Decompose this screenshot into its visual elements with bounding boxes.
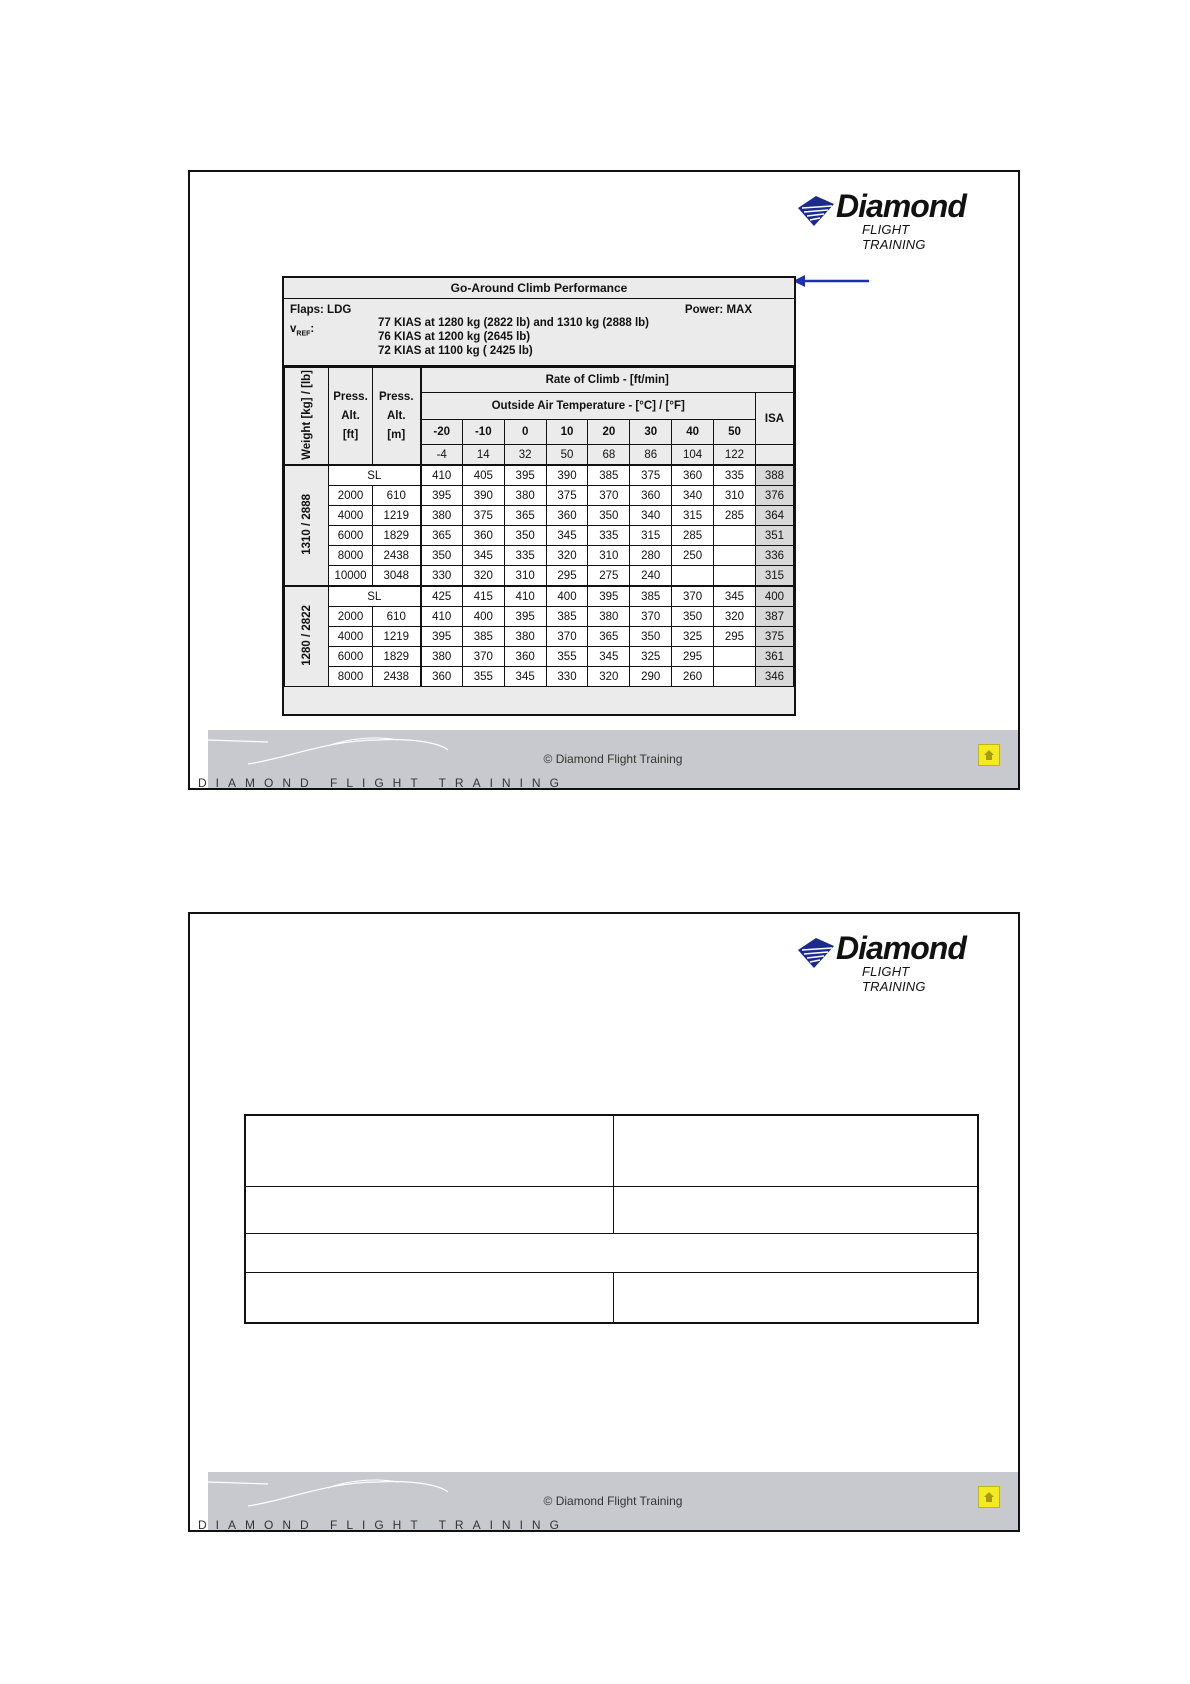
altitude-m-cell: 610	[373, 486, 421, 506]
table-row	[285, 607, 794, 627]
altitude-cell: SL	[329, 586, 421, 607]
altitude-m-cell: 2438	[373, 667, 421, 687]
vref-colon: :	[310, 323, 315, 335]
climb-rate-cell: 385	[462, 627, 504, 647]
climb-rate-cell: 355	[462, 667, 504, 687]
climb-rate-cell: 370	[672, 586, 714, 607]
table-row	[285, 465, 794, 486]
logo-subtitle: FLIGHT TRAINING	[862, 964, 926, 994]
diamond-logo-icon	[794, 194, 838, 228]
footer-brand: DIAMOND FLIGHT TRAINING	[198, 1518, 568, 1532]
climb-rate-cell: 360	[421, 667, 463, 687]
press-ft-l1: Press.	[333, 390, 368, 403]
altitude-ft-cell: 4000	[329, 627, 373, 647]
arrow-left-icon	[793, 274, 873, 288]
climb-rate-cell: 370	[630, 607, 672, 627]
climb-rate-cell: 400	[546, 586, 588, 607]
weight-header-cell	[285, 368, 329, 466]
logo-word: Diamond	[836, 188, 966, 224]
vref-line-1: 77 KIAS at 1280 kg (2822 lb) and 1310 kg (2888 lb)	[378, 317, 650, 329]
climb-rate-cell: 295	[546, 566, 588, 587]
climb-rate-cell: 345	[714, 586, 756, 607]
logo-word: Diamond	[836, 930, 966, 966]
climb-rate-cell: 370	[546, 627, 588, 647]
climb-rate-cell: 395	[421, 627, 463, 647]
climb-rate-cell: 380	[504, 486, 546, 506]
climb-rate-cell: 335	[714, 465, 756, 486]
climb-rate-cell: 295	[714, 627, 756, 647]
isa-header: ISA	[755, 393, 793, 445]
press-m-l3: [m]	[387, 428, 406, 441]
footer-brand: DIAMOND FLIGHT TRAINING	[198, 776, 568, 790]
na-cell	[714, 566, 756, 587]
temp-c-header: 40	[672, 420, 714, 445]
climb-rate-cell: 360	[630, 486, 672, 506]
climb-rate-cell: 385	[546, 607, 588, 627]
climb-rate-cell: 335	[504, 546, 546, 566]
climb-rate-cell: 280	[630, 546, 672, 566]
vref-v: v	[290, 323, 297, 335]
altitude-ft-cell: 8000	[329, 546, 373, 566]
altitude-cell: SL	[329, 465, 421, 486]
climb-rate-cell: 345	[546, 526, 588, 546]
na-cell	[714, 647, 756, 667]
climb-rate-cell: 310	[588, 546, 630, 566]
climb-rate-cell: 320	[546, 546, 588, 566]
isa-cell: 400	[755, 586, 793, 607]
home-button[interactable]	[978, 744, 1000, 766]
altitude-m-cell: 1829	[373, 526, 421, 546]
climb-rate-cell: 285	[672, 526, 714, 546]
grid-line	[246, 1233, 977, 1234]
home-icon	[983, 1491, 995, 1503]
climb-rate-cell: 415	[462, 586, 504, 607]
na-cell	[714, 546, 756, 566]
weight-header: Weight [kg] / [lb]	[300, 369, 313, 460]
climb-rate-cell: 350	[421, 546, 463, 566]
climb-rate-cell: 320	[462, 566, 504, 587]
table-info	[284, 299, 794, 367]
climb-rate-cell: 275	[588, 566, 630, 587]
press-ft-l2: Alt.	[341, 409, 360, 422]
climb-rate-cell: 315	[672, 506, 714, 526]
climb-rate-cell: 410	[421, 607, 463, 627]
climb-rate-cell: 390	[462, 486, 504, 506]
grid-line	[246, 1186, 977, 1187]
isa-cell: 346	[755, 667, 793, 687]
vref-line-2: 76 KIAS at 1200 kg (2645 lb)	[378, 331, 531, 343]
climb-rate-cell: 260	[672, 667, 714, 687]
climb-rate-cell: 340	[672, 486, 714, 506]
climb-rate-cell: 285	[714, 506, 756, 526]
climb-rate-cell: 340	[630, 506, 672, 526]
climb-rate-cell: 345	[588, 647, 630, 667]
isa-cell: 376	[755, 486, 793, 506]
climb-rate-cell: 410	[504, 586, 546, 607]
climb-rate-cell: 350	[588, 506, 630, 526]
na-cell	[672, 566, 714, 587]
table-row	[285, 526, 794, 546]
home-icon	[983, 749, 995, 761]
flaps-setting: Flaps: LDG	[290, 304, 352, 316]
table-row	[285, 546, 794, 566]
grid-line	[613, 1272, 614, 1322]
press-m-l2: Alt.	[386, 409, 406, 422]
table-row	[285, 566, 794, 587]
press-alt-m-header	[373, 368, 421, 466]
weight-group-cell	[285, 465, 329, 586]
temp-f-header: 122	[714, 445, 756, 466]
isa-cell: 361	[755, 647, 793, 667]
oat-header: Outside Air Temperature - [°C] / [°F]	[421, 393, 756, 420]
climb-rate-cell: 365	[588, 627, 630, 647]
temp-c-header: 10	[546, 420, 588, 445]
slide-1	[188, 170, 1020, 790]
grid-line	[246, 1272, 977, 1273]
altitude-m-cell: 1829	[373, 647, 421, 667]
isa-cell: 351	[755, 526, 793, 546]
climb-rate-cell: 355	[546, 647, 588, 667]
climb-rate-cell: 375	[462, 506, 504, 526]
isa-f-cell	[755, 445, 793, 466]
press-alt-ft-header	[329, 368, 373, 466]
climb-rate-cell: 345	[462, 546, 504, 566]
climb-rate-cell: 350	[672, 607, 714, 627]
climb-rate-cell: 395	[588, 586, 630, 607]
table-row	[285, 586, 794, 607]
isa-cell: 315	[755, 566, 793, 587]
copyright: © Diamond Flight Training	[543, 752, 683, 766]
altitude-ft-cell: 6000	[329, 526, 373, 546]
weight-group-label: 1310 / 2888	[300, 493, 313, 555]
climb-rate-cell: 335	[588, 526, 630, 546]
climb-rate-cell: 410	[421, 465, 463, 486]
climb-rate-cell: 330	[421, 566, 463, 587]
go-around-climb-performance-table	[282, 276, 796, 716]
temp-f-header: 14	[462, 445, 504, 466]
climb-rate-cell: 350	[504, 526, 546, 546]
temp-c-header: 30	[630, 420, 672, 445]
vref-line-3: 72 KIAS at 1100 kg ( 2425 lb)	[378, 345, 533, 357]
altitude-m-cell: 610	[373, 607, 421, 627]
altitude-m-cell: 2438	[373, 546, 421, 566]
isa-cell: 387	[755, 607, 793, 627]
climb-rate-cell: 385	[588, 465, 630, 486]
temp-f-header: 86	[630, 445, 672, 466]
temp-f-header: 68	[588, 445, 630, 466]
altitude-ft-cell: 4000	[329, 506, 373, 526]
climb-rate-cell: 395	[421, 486, 463, 506]
na-cell	[714, 667, 756, 687]
climb-rate-cell: 310	[714, 486, 756, 506]
climb-rate-cell: 370	[462, 647, 504, 667]
table-title: Go-Around Climb Performance	[284, 278, 794, 299]
vref-sub: REF	[296, 330, 311, 338]
climb-rate-cell: 315	[630, 526, 672, 546]
climb-rate-cell: 320	[588, 667, 630, 687]
climb-rate-cell: 295	[672, 647, 714, 667]
diamond-logo	[794, 188, 974, 252]
temp-c-header: 0	[504, 420, 546, 445]
press-ft-l3: [ft]	[342, 428, 359, 441]
climb-rate-cell: 370	[588, 486, 630, 506]
isa-cell: 375	[755, 627, 793, 647]
temp-c-header: 20	[588, 420, 630, 445]
climb-rate-cell: 360	[462, 526, 504, 546]
temp-c-header: -10	[462, 420, 504, 445]
climb-rate-cell: 290	[630, 667, 672, 687]
altitude-ft-cell: 8000	[329, 667, 373, 687]
climb-rate-cell: 360	[504, 647, 546, 667]
climb-rate-cell: 360	[546, 506, 588, 526]
climb-rate-cell: 365	[421, 526, 463, 546]
climb-rate-cell: 425	[421, 586, 463, 607]
climb-rate-cell: 325	[672, 627, 714, 647]
climb-rate-cell: 345	[504, 667, 546, 687]
diamond-logo-icon	[794, 936, 838, 970]
vref-label	[290, 323, 314, 337]
climb-rate-cell: 330	[546, 667, 588, 687]
altitude-m-cell: 1219	[373, 627, 421, 647]
table-row	[285, 667, 794, 687]
weight-group-cell	[285, 586, 329, 687]
table-row	[285, 506, 794, 526]
isa-cell: 388	[755, 465, 793, 486]
power-setting: Power: MAX	[684, 304, 752, 316]
climb-rate-cell: 405	[462, 465, 504, 486]
slide-2	[188, 912, 1020, 1532]
climb-rate-cell: 375	[630, 465, 672, 486]
climb-rate-cell: 385	[630, 586, 672, 607]
climb-rate-cell: 325	[630, 647, 672, 667]
altitude-m-cell: 3048	[373, 566, 421, 587]
table-row	[285, 647, 794, 667]
climb-rate-cell: 395	[504, 607, 546, 627]
diamond-logo	[794, 930, 974, 994]
altitude-ft-cell: 6000	[329, 647, 373, 667]
climb-rate-cell: 375	[546, 486, 588, 506]
climb-rate-cell: 320	[714, 607, 756, 627]
empty-answer-grid	[244, 1114, 979, 1324]
temp-f-header: 104	[672, 445, 714, 466]
temp-c-header: -20	[421, 420, 463, 445]
rate-of-climb-header: Rate of Climb - [ft/min]	[421, 368, 794, 393]
altitude-m-cell: 1219	[373, 506, 421, 526]
home-button[interactable]	[978, 1486, 1000, 1508]
press-m-l1: Press.	[378, 390, 414, 403]
copyright: © Diamond Flight Training	[543, 1494, 683, 1508]
climb-rate-cell: 395	[504, 465, 546, 486]
weight-group-label: 1280 / 2822	[300, 604, 313, 666]
table-row	[285, 486, 794, 506]
isa-cell: 364	[755, 506, 793, 526]
climb-rate-cell: 350	[630, 627, 672, 647]
altitude-ft-cell: 10000	[329, 566, 373, 587]
climb-rate-cell: 365	[504, 506, 546, 526]
temp-f-header: 32	[504, 445, 546, 466]
climb-rate-cell: 380	[588, 607, 630, 627]
climb-rate-cell: 250	[672, 546, 714, 566]
altitude-ft-cell: 2000	[329, 607, 373, 627]
temp-c-header: 50	[714, 420, 756, 445]
table-row	[285, 627, 794, 647]
climb-rate-cell: 390	[546, 465, 588, 486]
climb-rate-cell: 400	[462, 607, 504, 627]
climb-rate-cell: 310	[504, 566, 546, 587]
isa-cell: 336	[755, 546, 793, 566]
performance-grid	[284, 367, 794, 687]
climb-rate-cell: 240	[630, 566, 672, 587]
temp-f-header: -4	[421, 445, 463, 466]
climb-rate-cell: 380	[504, 627, 546, 647]
grid-line	[613, 1116, 614, 1233]
climb-rate-cell: 380	[421, 647, 463, 667]
logo-subtitle: FLIGHT TRAINING	[862, 222, 926, 252]
climb-rate-cell: 360	[672, 465, 714, 486]
temp-f-header: 50	[546, 445, 588, 466]
climb-rate-cell: 380	[421, 506, 463, 526]
na-cell	[714, 526, 756, 546]
altitude-ft-cell: 2000	[329, 486, 373, 506]
